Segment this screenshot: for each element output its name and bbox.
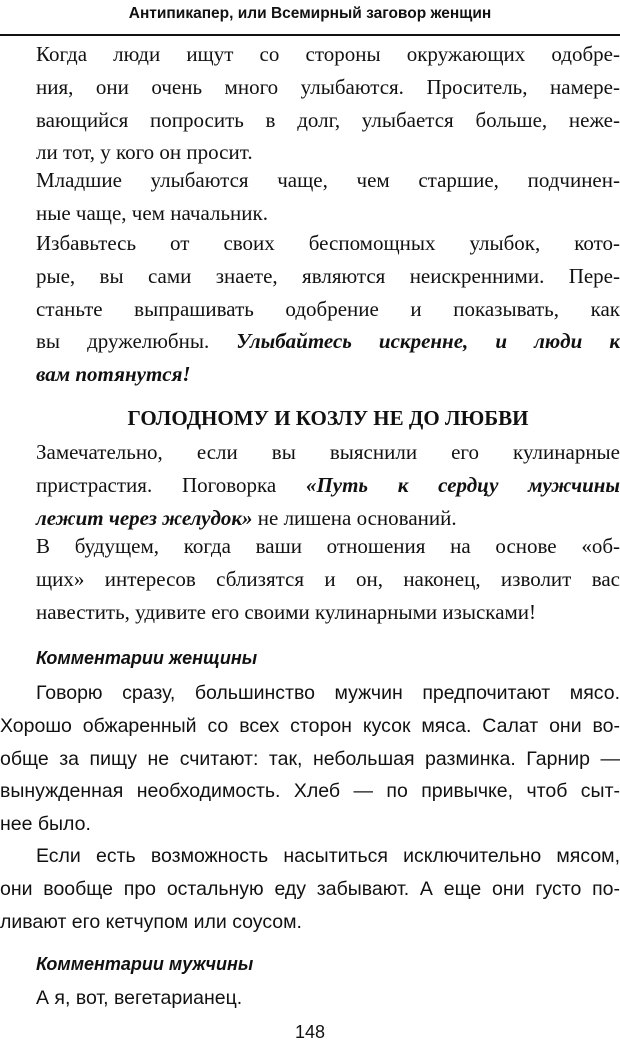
text-line: Говорю сразу, большинство мужчин предпочитают мясо. [36, 682, 620, 704]
text-line: они вообще про остальную еду забывают. А еще они густо по- [0, 877, 620, 900]
plain-text: пристрастия. Поговорка [36, 472, 306, 497]
text-line: вынужденная необходимость. Хлеб — по привычке, чтоб сыт- [0, 780, 620, 803]
text-line: Если есть возможность насытиться исключительно мясом, [36, 845, 620, 867]
men-comments-title: Комментарии мужчины [36, 954, 254, 974]
text-line: Хорошо обжаренный со всех сторон кусок мяса. Салат они во- [0, 714, 620, 737]
text-line: станьте выпрашивать одобрение и показывать, как [36, 296, 620, 321]
intro-paragraph-2 [0, 164, 620, 230]
women-comments-title: Комментарии женщины [36, 648, 258, 668]
plain-text: не лишена оснований. [252, 505, 457, 530]
emphasis-text: вам потянутся! [36, 362, 191, 387]
text-line: щих» интересов сблизятся и он, наконец, изволит вас [36, 566, 620, 591]
plain-text: вы дружелюбны. [36, 329, 237, 354]
text-line: ния, они очень много улыбаются. Проситель, намере- [36, 74, 620, 99]
women-comments-paragraph-2 [0, 840, 620, 938]
text-line: рые, вы сами знаете, являются неискренними. Пере- [36, 263, 620, 288]
running-title: Антипикапер, или Всемирный заговор женщин [128, 5, 492, 22]
emphasis-text: «Путь к сердцу мужчины [305, 472, 620, 497]
text-line: обще за пищу не считают: так, небольшая разминка. Гарнир — [0, 747, 620, 770]
emphasis-text: лежит через желудок» [36, 505, 253, 530]
section-paragraph-1 [0, 436, 620, 534]
text-line: нее было. [0, 813, 91, 836]
text-line: Замечательно, если вы выяснили его кулинарные [36, 440, 620, 464]
intro-paragraph-3 [0, 227, 620, 391]
section-heading: ГОЛОДНОМУ И КОЗЛУ НЕ ДО ЛЮБВИ [127, 406, 529, 430]
text-line: ные чаще, чем начальник. [36, 200, 268, 225]
text-line [36, 469, 620, 502]
running-header [0, 0, 620, 36]
text-line: Избавьтесь от своих беспомощных улыбок, кото- [36, 231, 620, 255]
text-line: навестить, удивите его своими кулинарными изысками! [36, 599, 537, 624]
text-line: ливают его кетчупом или соусом. [0, 910, 302, 933]
intro-paragraph-1 [0, 38, 620, 169]
text-line [36, 325, 620, 358]
page-number: 148 [294, 1022, 326, 1042]
section-paragraph-2 [0, 530, 620, 628]
emphasis-text: Улыбайтесь искренне, и люди к [236, 329, 620, 354]
text-line: вающийся попросить в долг, улыбается больше, неже- [36, 107, 620, 132]
men-comments-paragraph [0, 982, 620, 1015]
text-line: ли тот, у кого он просит. [36, 140, 253, 165]
text-line: Когда люди ищут со стороны окружающих одобре- [36, 42, 620, 66]
text-line: Младшие улыбаются чаще, чем старшие, подчинен- [36, 168, 620, 192]
text-line: В будущем, когда ваши отношения на основе «об- [36, 534, 620, 558]
women-comments-paragraph-1 [0, 677, 620, 841]
text-line: А я, вот, вегетарианец. [36, 987, 243, 1009]
